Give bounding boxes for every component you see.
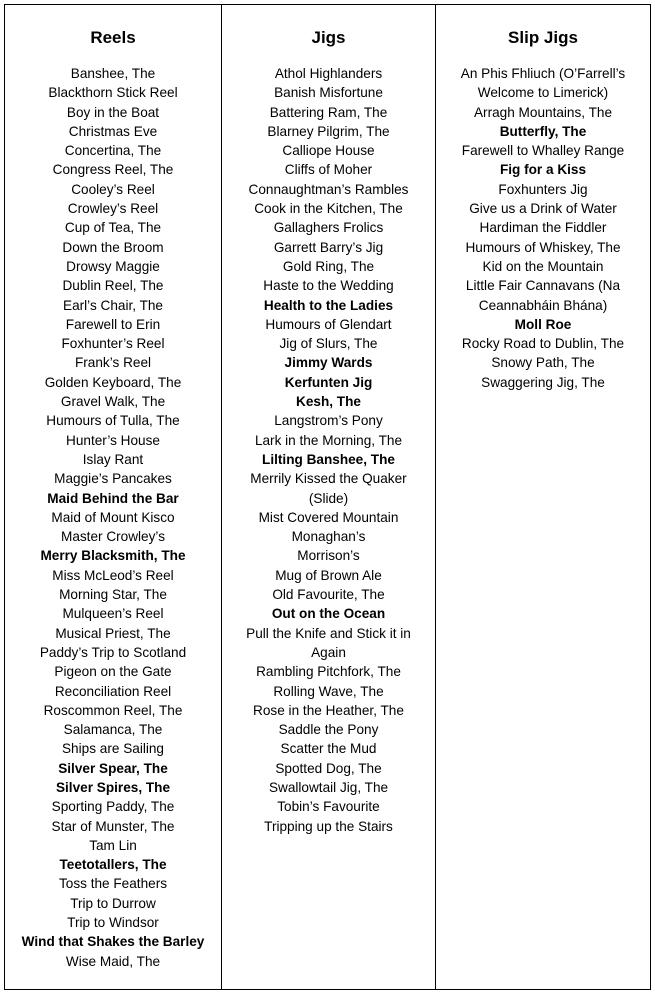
tune-item: Tripping up the Stairs [264, 818, 393, 834]
column-jigs [221, 5, 435, 989]
tune-item: Arragh Mountains, The [473, 104, 613, 120]
tune-item: Congress Reel, The [52, 162, 174, 178]
tune-item: Rambling Pitchfork, The [256, 664, 401, 680]
tune-item: Salamanca, The [63, 722, 163, 738]
tune-item: Star of Munster, The [51, 818, 175, 834]
tune-item: Merrily Kissed the Quaker (Slide) [250, 471, 407, 506]
tune-item: Langstrom’s Pony [274, 413, 383, 429]
tune-item: Tam Lin [89, 837, 137, 853]
tune-item: Swaggering Jig, The [481, 374, 605, 390]
tune-item: Gravel Walk, The [60, 394, 166, 410]
tune-item: Battering Ram, The [269, 104, 388, 120]
tune-item: Humours of Whiskey, The [465, 239, 621, 255]
tune-item: Kid on the Mountain [482, 258, 604, 274]
tune-item: Gold Ring, The [282, 258, 375, 274]
tune-item: Rolling Wave, The [273, 683, 384, 699]
tune-item: Lark in the Morning, The [254, 432, 403, 448]
tune-item: Snowy Path, The [491, 355, 595, 371]
tune-item: Teetotallers, The [59, 857, 167, 873]
tune-item: Trip to Durrow [70, 895, 156, 911]
tune-item: Give us a Drink of Water [469, 201, 617, 217]
tune-list [5, 64, 221, 971]
tune-item: Merry Blacksmith, The [40, 548, 186, 564]
tune-item: Mist Covered Mountain [258, 509, 399, 525]
tune-item: Cup of Tea, The [64, 220, 162, 236]
tune-item: Silver Spear, The [58, 760, 168, 776]
tune-item: Foxhunters Jig [498, 181, 588, 197]
tune-item: Banshee, The [70, 66, 156, 81]
tune-item: Hardiman the Fiddler [479, 220, 607, 236]
tune-item: Morrison’s [297, 548, 360, 564]
tune-item: Golden Keyboard, The [44, 374, 182, 390]
tune-item: Drowsy Maggie [66, 258, 160, 274]
tune-table [4, 4, 651, 990]
tune-item: Tobin’s Favourite [277, 799, 380, 815]
tune-item: Little Fair Cannavans (Na Ceannabháin Bhána) [465, 278, 621, 313]
tune-item: Maid of Mount Kisco [51, 509, 175, 525]
tune-item: An Phis Fhliuch (O’Farrell’s Welcome to Limerick) [460, 66, 626, 101]
tune-item: Humours of Tulla, The [46, 413, 180, 429]
tune-item: Cliffs of Moher [284, 162, 373, 178]
tune-item: Gallaghers Frolics [273, 220, 384, 236]
tune-item: Out on the Ocean [271, 606, 386, 622]
tune-item: Rocky Road to Dublin, The [461, 336, 625, 352]
tune-item: Wind that Shakes the Barley [21, 934, 205, 950]
tune-item: Mug of Brown Ale [275, 567, 382, 583]
tune-item: Mulqueen’s Reel [62, 606, 164, 622]
tune-item: Banish Misfortune [274, 85, 383, 101]
tune-item: Master Crowley’s [61, 529, 165, 545]
tune-item: Concertina, The [64, 143, 162, 159]
tune-item: Cook in the Kitchen, The [254, 201, 403, 217]
tune-item: Trip to Windsor [67, 915, 159, 931]
tune-item: Foxhunter’s Reel [61, 336, 165, 352]
column-slip-jigs [435, 5, 650, 989]
tune-item: Ships are Sailing [61, 741, 164, 757]
tune-item: Spotted Dog, The [275, 760, 382, 776]
column-heading: Reels [90, 28, 136, 47]
tune-item: Athol Highlanders [274, 66, 383, 81]
tune-item: Cooley’s Reel [71, 181, 155, 197]
tune-item: Kesh, The [296, 394, 361, 410]
tune-item: Dublin Reel, The [62, 278, 164, 294]
tune-item: Maid Behind the Bar [47, 490, 179, 506]
tune-item: Miss McLeod’s Reel [52, 567, 174, 583]
tune-item: Wise Maid, The [65, 953, 161, 969]
tune-item: Morning Star, The [59, 587, 167, 603]
tune-item: Christmas Eve [68, 123, 158, 139]
tune-item: Garrett Barry’s Jig [273, 239, 384, 255]
tune-item: Farewell to Whalley Range [461, 143, 625, 159]
tune-item: Connaughtman’s Rambles [248, 181, 409, 197]
tune-item: Blackthorn Stick Reel [48, 85, 178, 101]
tune-item: Boy in the Boat [66, 104, 160, 120]
tune-item: Frank’s Reel [74, 355, 152, 371]
tune-item: Rose in the Heather, The [253, 702, 404, 718]
tune-item: Farewell to Erin [65, 316, 161, 332]
tune-list [222, 64, 435, 836]
column-heading: Jigs [311, 28, 346, 47]
tune-item: Paddy’s Trip to Scotland [39, 644, 187, 660]
tune-item: Reconciliation Reel [54, 683, 172, 699]
tune-item: Blarney Pilgrim, The [267, 123, 390, 139]
tune-item: Swallowtail Jig, The [268, 779, 389, 795]
tune-item: Jig of Slurs, The [279, 336, 378, 352]
tune-item: Earl’s Chair, The [63, 297, 163, 313]
tune-item: Saddle the Pony [278, 722, 379, 738]
column-heading: Slip Jigs [508, 28, 578, 47]
tune-list [436, 64, 650, 392]
tune-item: Humours of Glendart [265, 316, 392, 332]
tune-item: Moll Roe [514, 316, 572, 332]
tune-item: Crowley’s Reel [67, 201, 159, 217]
tune-item: Old Favourite, The [272, 587, 385, 603]
tune-item: Islay Rant [82, 451, 144, 467]
tune-item: Lilting Banshee, The [262, 451, 395, 467]
tune-item: Pigeon on the Gate [54, 664, 172, 680]
tune-item: Pull the Knife and Stick it in Again [246, 625, 411, 660]
tune-item: Scatter the Mud [280, 741, 377, 757]
tune-item: Silver Spires, The [55, 779, 171, 795]
tune-item: Down the Broom [62, 239, 164, 255]
tune-item: Monaghan’s [291, 529, 366, 545]
tune-item: Toss the Feathers [58, 876, 168, 892]
tune-item: Jimmy Wards [284, 355, 373, 371]
tune-item: Sporting Paddy, The [51, 799, 175, 815]
tune-item: Maggie’s Pancakes [54, 471, 172, 487]
tune-item: Haste to the Wedding [263, 278, 394, 294]
tune-item: Kerfunten Jig [284, 374, 373, 390]
tune-item: Roscommon Reel, The [43, 702, 183, 718]
tune-item: Hunter’s House [66, 432, 160, 448]
column-reels [5, 5, 221, 989]
tune-item: Butterfly, The [499, 123, 587, 139]
tune-item: Musical Priest, The [55, 625, 171, 641]
tune-item: Fig for a Kiss [499, 162, 587, 178]
tune-item: Health to the Ladies [263, 297, 394, 313]
tune-item: Calliope House [282, 143, 375, 159]
